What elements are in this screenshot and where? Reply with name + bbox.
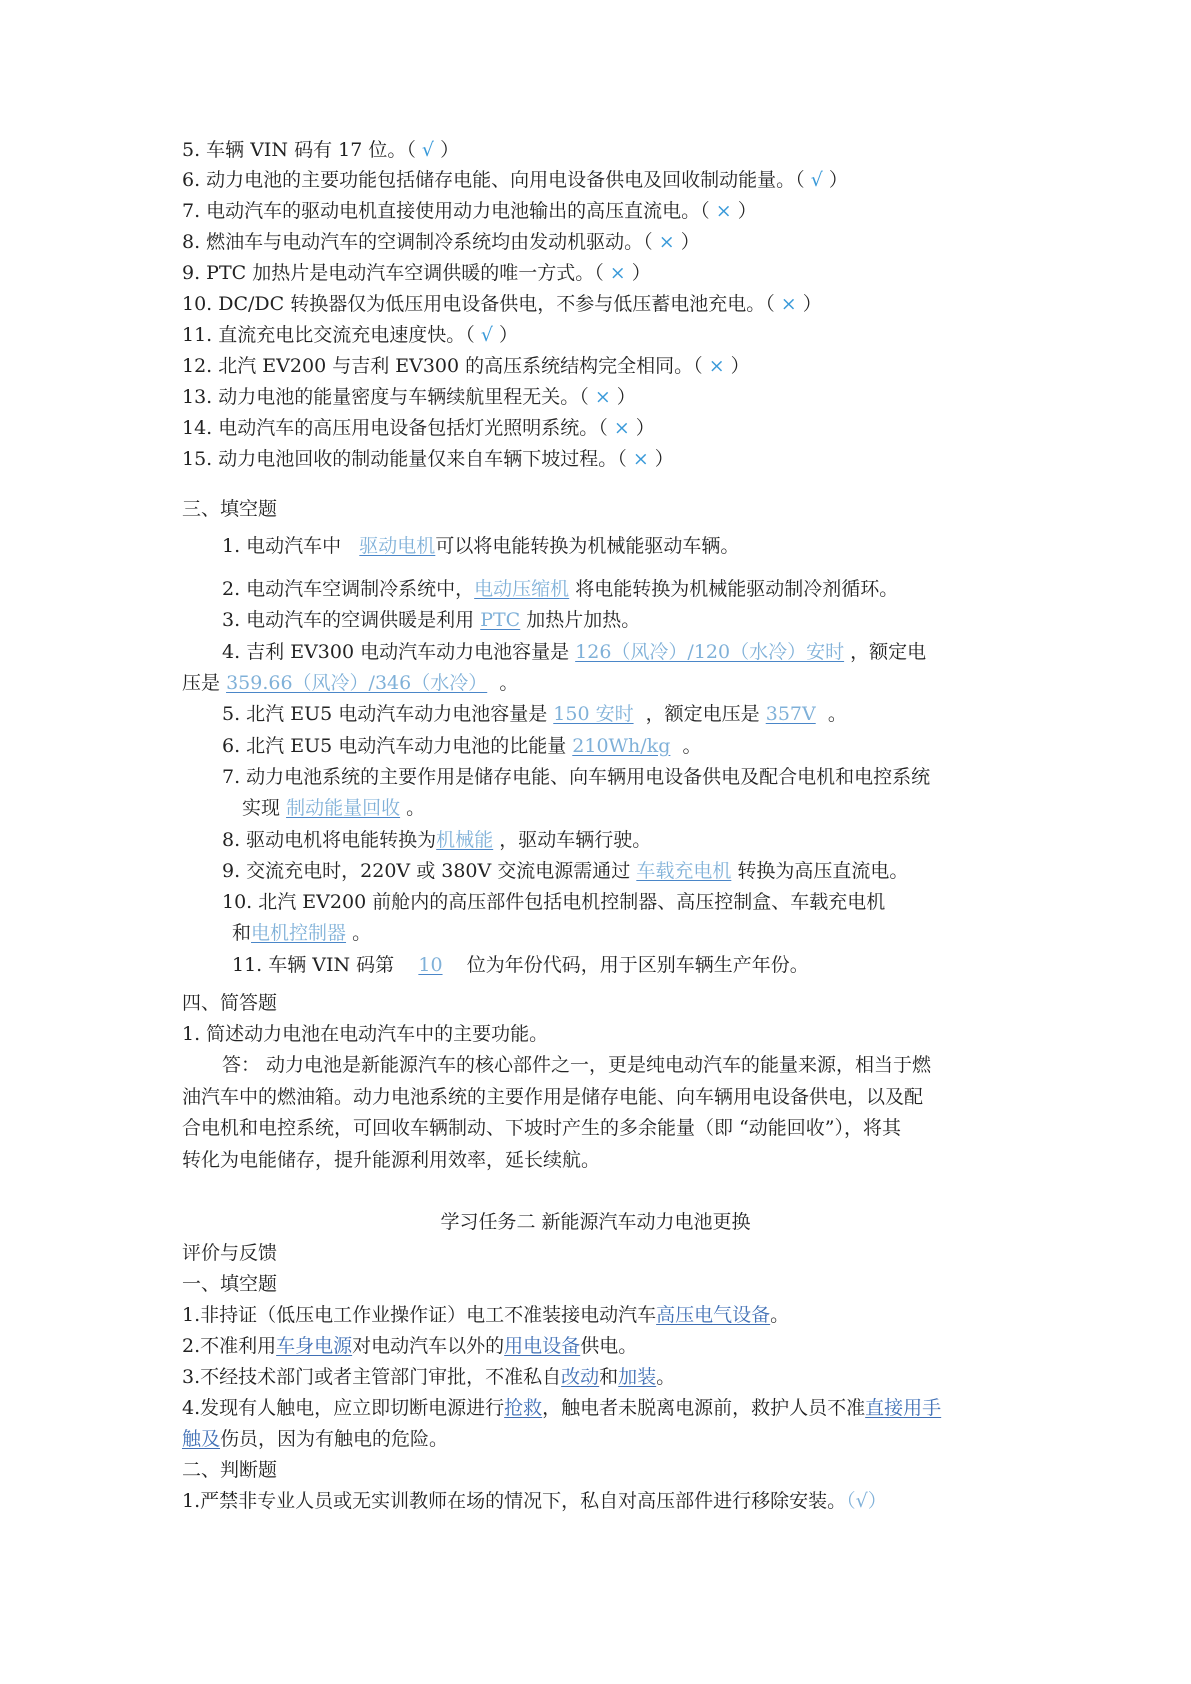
fill-item: 2.不准利用车身电源对电动汽车以外的用电设备供电。 xyxy=(182,1335,638,1357)
short-answer-line: 油汽车中的燃油箱。动力电池系统的主要作用是储存电能、向车辆用电设备供电，以及配 xyxy=(182,1086,924,1108)
fill-item: 10. 北汽 EV200 前舱内的高压部件包括电机控制器、高压控制盒、车载充电机 xyxy=(222,891,886,913)
section-heading: 二、判断题 xyxy=(182,1459,278,1481)
judge-item: 10. DC/DC 转换器仅为低压用电设备供电，不参与低压蓄电池充电。（ × ） xyxy=(182,293,822,315)
fill-item: 4. 吉利 EV300 电动汽车动力电池容量是 126（风冷）/120（水冷）安时 ，额定电 xyxy=(222,641,927,663)
fill-item: 3. 电动汽车的空调供暖是利用 PTC 加热片加热。 xyxy=(222,609,641,631)
judge-item: 5. 车辆 VIN 码有 17 位。（ √ ） xyxy=(182,139,460,161)
short-answer-line: 转化为电能储存，提升能源利用效率，延长续航。 xyxy=(182,1149,601,1171)
fill-item: 7. 动力电池系统的主要作用是储存电能、向车辆用电设备供电及配合电机和电控系统 xyxy=(222,766,931,788)
section-heading: 一、填空题 xyxy=(182,1273,278,1295)
fill-item: 触及伤员，因为有触电的危险。 xyxy=(182,1428,449,1450)
judge-item: 13. 动力电池的能量密度与车辆续航里程无关。（ × ） xyxy=(182,386,636,408)
short-answer-line: 答： 动力电池是新能源汽车的核心部件之一，更是纯电动汽车的能量来源，相当于燃 xyxy=(222,1054,932,1076)
judge-item: 11. 直流充电比交流充电速度快。（ √ ） xyxy=(182,324,518,346)
section-heading: 三、填空题 xyxy=(182,498,278,520)
fill-item: 压是 359.66（风冷）/346（水冷） 。 xyxy=(182,672,519,694)
judge-item: 6. 动力电池的主要功能包括储存电能、向用电设备供电及回收制动能量。（ √ ） xyxy=(182,169,848,191)
section-heading: 四、简答题 xyxy=(182,992,278,1014)
judge-item: 7. 电动汽车的驱动电机直接使用动力电池输出的高压直流电。（ × ） xyxy=(182,200,757,222)
fill-item: 3.不经技术部门或者主管部门审批，不准私自改动和加装。 xyxy=(182,1366,676,1388)
fill-item: 和电机控制器 。 xyxy=(232,922,372,944)
fill-item: 8. 驱动电机将电能转换为机械能 ，驱动车辆行驶。 xyxy=(222,829,652,851)
fill-item: 9. 交流充电时，220V 或 380V 交流电源需通过 车载充电机 转换为高压直流电。 xyxy=(222,860,909,882)
fill-item: 11. 车辆 VIN 码第 10 位为年份代码，用于区别车辆生产年份。 xyxy=(232,954,809,976)
judge-item: 15. 动力电池回收的制动能量仅来自车辆下坡过程。（ × ） xyxy=(182,448,674,470)
fill-item: 2. 电动汽车空调制冷系统中，电动压缩机 将电能转换为机械能驱动制冷剂循环。 xyxy=(222,578,899,600)
fill-item: 1.非持证（低压电工作业操作证）电工不准装接电动汽车高压电气设备。 xyxy=(182,1304,790,1326)
fill-item: 实现 制动能量回收 。 xyxy=(242,797,426,819)
fill-item: 4.发现有人触电，应立即切断电源进行抢救，触电者未脱离电源前，救护人员不准直接用手 xyxy=(182,1397,942,1419)
task-title: 学习任务二 新能源汽车动力电池更换 xyxy=(440,1211,751,1233)
judge-item: 9. PTC 加热片是电动汽车空调供暖的唯一方式。（ × ） xyxy=(182,262,651,284)
fill-item: 5. 北汽 EU5 电动汽车动力电池容量是 150 安时 ，额定电压是 357V 。 xyxy=(222,703,847,725)
fill-item: 6. 北汽 EU5 电动汽车动力电池的比能量 210Wh/kg 。 xyxy=(222,735,702,757)
judge-item: 12. 北汽 EV200 与吉利 EV300 的高压系统结构完全相同。（ × ） xyxy=(182,355,750,377)
short-question: 1. 简述动力电池在电动汽车中的主要功能。 xyxy=(182,1023,549,1045)
section-heading: 评价与反馈 xyxy=(182,1242,278,1264)
fill-item: 1. 电动汽车中 驱动电机可以将电能转换为机械能驱动车辆。 xyxy=(222,535,740,557)
judge-item: 14. 电动汽车的高压用电设备包括灯光照明系统。（ × ） xyxy=(182,417,655,439)
short-answer-line: 合电机和电控系统，可回收车辆制动、下坡时产生的多余能量（即 “动能回收”），将其 xyxy=(182,1117,901,1139)
judge-item: 1.严禁非专业人员或无实训教师在场的情况下，私自对高压部件进行移除安装。（√） xyxy=(182,1490,887,1512)
judge-item: 8. 燃油车与电动汽车的空调制冷系统均由发动机驱动。（ × ） xyxy=(182,231,700,253)
